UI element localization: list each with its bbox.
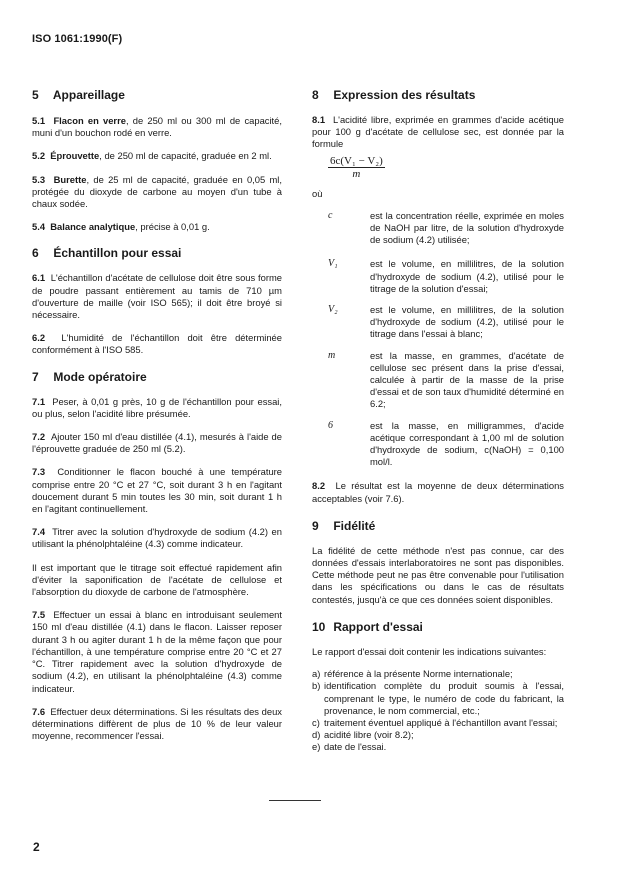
clause-5-4: 5.4 Balance analytique, précise à 0,01 g. [32,221,210,233]
section-5-heading: 5 Appareillage [32,88,125,102]
formula-denominator: m [352,167,361,180]
list-item: d) acidité libre (voir 8.2); [312,729,414,741]
left-column [32,88,282,742]
list-item: c) traitement éventuel appliqué à l'échantillon avant l'essai; [312,716,558,728]
acidity-formula [328,155,385,180]
page-number: 2 [33,840,40,854]
clause-6-2: 6.2 L'humidité de l'échantillon doit être déterminée conformément à l'ISO 585. [32,332,282,356]
clause-7-6: 7.6 Effectuer deux déterminations. Si les résultats des deux déterminations diffèrent de plus de 10 % de leur valeur moyenne, recommencer l'essai. [32,705,282,742]
list-item: b) identification complète du produit soumis à l'essai, comprenant le type, le numéro de code du fabricant, la provenance, le nom commercial, etc.; [312,680,564,716]
section-10-heading: 10 Rapport d'essai [312,619,423,634]
definition-row: 6 est la masse, en milligrammes, d'acide acétique correspondant à 1,00 ml de solution d'hydroxyde de sodium, c(NaOH) = 0,100 mol/l. [328,419,564,468]
formula-numerator: 6c(V₁ − V₂) [330,154,383,167]
document-header: ISO 1061:1990(F) [32,33,123,45]
section-9-heading: 9 Fidélité [312,518,376,533]
footer-divider [269,800,321,801]
definition-row: m est la masse, en grammes, d'acétate de cellulose sec présent dans la prise d'essai, calculée à partir de la masse de la prise d'essai et de son taux d'humidité déterminé en 6.2; [328,349,564,410]
clause-8-2: 8.2 Le résultat est la moyenne de deux déterminations acceptables (voir 7.6). [312,480,564,504]
clause-7-4: 7.4 Titrer avec la solution d'hydroxyde de sodium (4.2) en utilisant la phénolphtaléine (4.3) comme indicateur. [32,526,282,550]
clause-5-2: 5.2 Éprouvette, de 250 ml de capacité, graduée en 2 ml. [32,150,272,162]
clause-5-3: 5.3 Burette, de 25 ml de capacité, graduée en 0,05 ml, protégée du dioxyde de carbone au moyen d'un tube à chaux sodée. [32,173,282,210]
clause-7-3: 7.3 Conditionner le flacon bouché à une température comprise entre 20 °C et 27 °C, soit durant 3 h en l'agitant doucement durant 5 min toutes les 30 min, soit durant 1 h en l'agitant continuellement. [32,466,282,515]
report-items [312,668,564,753]
clause-5-1: 5.1 Flacon en verre, de 250 ml ou 300 ml de capacité, muni d'un bouchon rodé en verre. [32,115,282,139]
clause-7-4-note: Il est important que le titrage soit effectué rapidement afin d'éviter la saponification de l'acétate de cellulose et l'absorption du dioxyde de carbone de l'atmosphère. [32,561,282,598]
definition-row: V₂ est le volume, en millilitres, de la solution d'hydroxyde de sodium (4.2), utilisé pour le titrage dans l'essai à blanc; [328,304,564,340]
section-9-text: La fidélité de cette méthode n'est pas connue, car des données d'essais interlaboratoires ne sont pas disponibles. Cette méthode peut ne pas être convenable pour l'utilisation dans les spécifications ou dans le cas de résultats contestés, jusqu'à ce que ces données soient disponibles. [312,544,564,605]
right-column [312,88,564,754]
clause-7-2: 7.2 Ajouter 150 ml d'eau distillée (4.1), mesurés à l'aide de l'éprouvette graduée de 250 ml (5.2). [32,431,282,455]
section-10-intro: Le rapport d'essai doit contenir les indications suivantes: [312,645,547,657]
clause-6-1: 6.1 L'échantillon d'acétate de cellulose doit être sous forme de poudre passant entièrement au tamis de 710 µm d'ouverture de maille (voir ISO 565); il doit être broyé si nécessaire. [32,272,282,321]
variable-definitions [312,210,564,469]
clause-7-5: 7.5 Effectuer un essai à blanc en introduisant seulement 150 ml d'eau distillée (4.1) dans le flacon. Laisser reposer durant 3 h ou agiter durant 1 h de la même façon que pour l'échantillon, à une température comprise entre 20 °C et 27 °C. Titrer rapidement avec la solution d'hydroxyde de sodium (4.2), en utilisant la phénolphtaléine (4.3) comme indicateur. [32,609,282,694]
section-8-heading: 8 Expression des résultats [312,88,476,102]
definition-row: V₁ est le volume, en millilitres, de la solution d'hydroxyde de sodium (4.2), utilisé pour le titrage de la solution d'essai; [328,258,564,294]
list-item: e) date de l'essai. [312,741,387,753]
section-7-heading: 7 Mode opératoire [32,369,147,384]
list-item: a) référence à la présente Norme internationale; [312,668,513,680]
where-label: où [312,187,323,199]
clause-8-1: 8.1 L'acidité libre, exprimée en grammes d'acide acétique pour 100 g d'acétate de cellulose sec, est donnée par la formule [312,114,564,150]
definition-row: c est la concentration réelle, exprimée en moles de NaOH par litre, de la solution d'hydroxyde de sodium (4.2) utilisée; [328,209,564,246]
clause-7-1: 7.1 Peser, à 0,01 g près, 10 g de l'échantillon pour essai, ou plus, selon l'acidité libre présumée. [32,395,282,419]
section-6-heading: 6 Échantillon pour essai [32,246,182,261]
